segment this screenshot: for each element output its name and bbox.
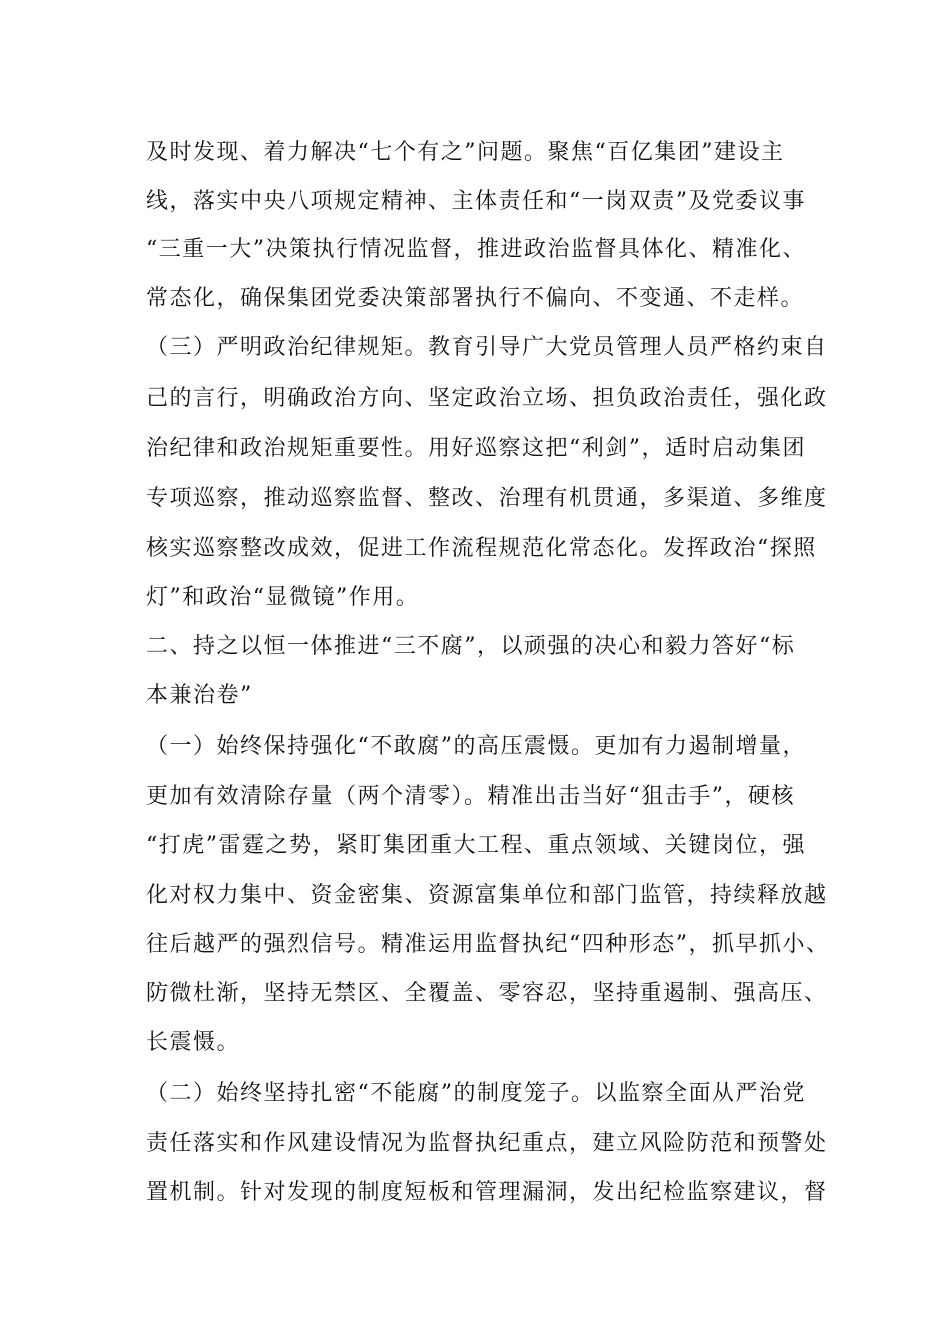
text-line: 防微杜渐，坚持无禁区、全覆盖、零容忍，坚持重遏制、强高压、: [146, 981, 828, 1006]
text-line: 线，落实中央八项规定精神、主体责任和“一岗双责”及党委议事: [146, 189, 806, 214]
text-line: 常态化，确保集团党委决策部署执行不偏向、不变通、不走样。: [146, 286, 805, 311]
text-line: 置机制。针对发现的制度短板和管理漏洞，发出纪检监察建议，督: [146, 1180, 828, 1205]
text-line: 长震慑。: [146, 1030, 241, 1055]
text-line: “三重一大”决策执行情况监督，推进政治监督具体化、精准化、: [146, 237, 806, 262]
text-line: 灯”和政治“显微镜”作用。: [146, 585, 420, 610]
text-line: 治纪律和政治规矩重要性。用好巡察这把“利剑”，适时启动集团: [146, 436, 806, 461]
text-line: 责任落实和作风建设情况为监督执纪重点，建立风险防范和预警处: [146, 1131, 828, 1156]
text-line: 己的言行，明确政治方向、坚定政治立场、担负政治责任，强化政: [146, 386, 828, 411]
text-line: “打虎”雷霆之势，紧盯集团重大工程、重点领域、关键岗位，强: [146, 833, 806, 858]
text-line: 本兼治卷”: [146, 683, 253, 708]
text-line: 核实巡察整改成效，促进工作流程规范化常态化。发挥政治“探照: [146, 536, 817, 561]
text-line: 往后越严的强烈信号。精准运用监督执纪“四种形态”，抓早抓小、: [146, 932, 830, 957]
section-heading: 二、持之以恒一体推进“三不腐”，以顽强的决心和毅力答好“标: [146, 634, 796, 659]
text-line: 更加有效清除存量（两个清零）。精准出击当好“狙击手”，硬核: [146, 784, 795, 809]
section-heading: （二）始终坚持扎密“不能腐”的制度笼子。以监察全面从严治党: [146, 1081, 806, 1106]
text-line: 化对权力集中、资金密集、资源富集单位和部门监管，持续释放越: [146, 883, 828, 908]
section-heading: （三）严明政治纪律规矩。教育引导广大党员管理人员严格约束自: [146, 335, 828, 360]
section-heading: （一）始终保持强化“不敢腐”的高压震慑。更加有力遏制增量，: [146, 734, 806, 759]
text-line: 及时发现、着力解决“七个有之”问题。聚焦“百亿集团”建设主: [146, 140, 785, 165]
text-line: 专项巡察，推动巡察监督、整改、治理有机贯通，多渠道、多维度: [146, 486, 828, 511]
